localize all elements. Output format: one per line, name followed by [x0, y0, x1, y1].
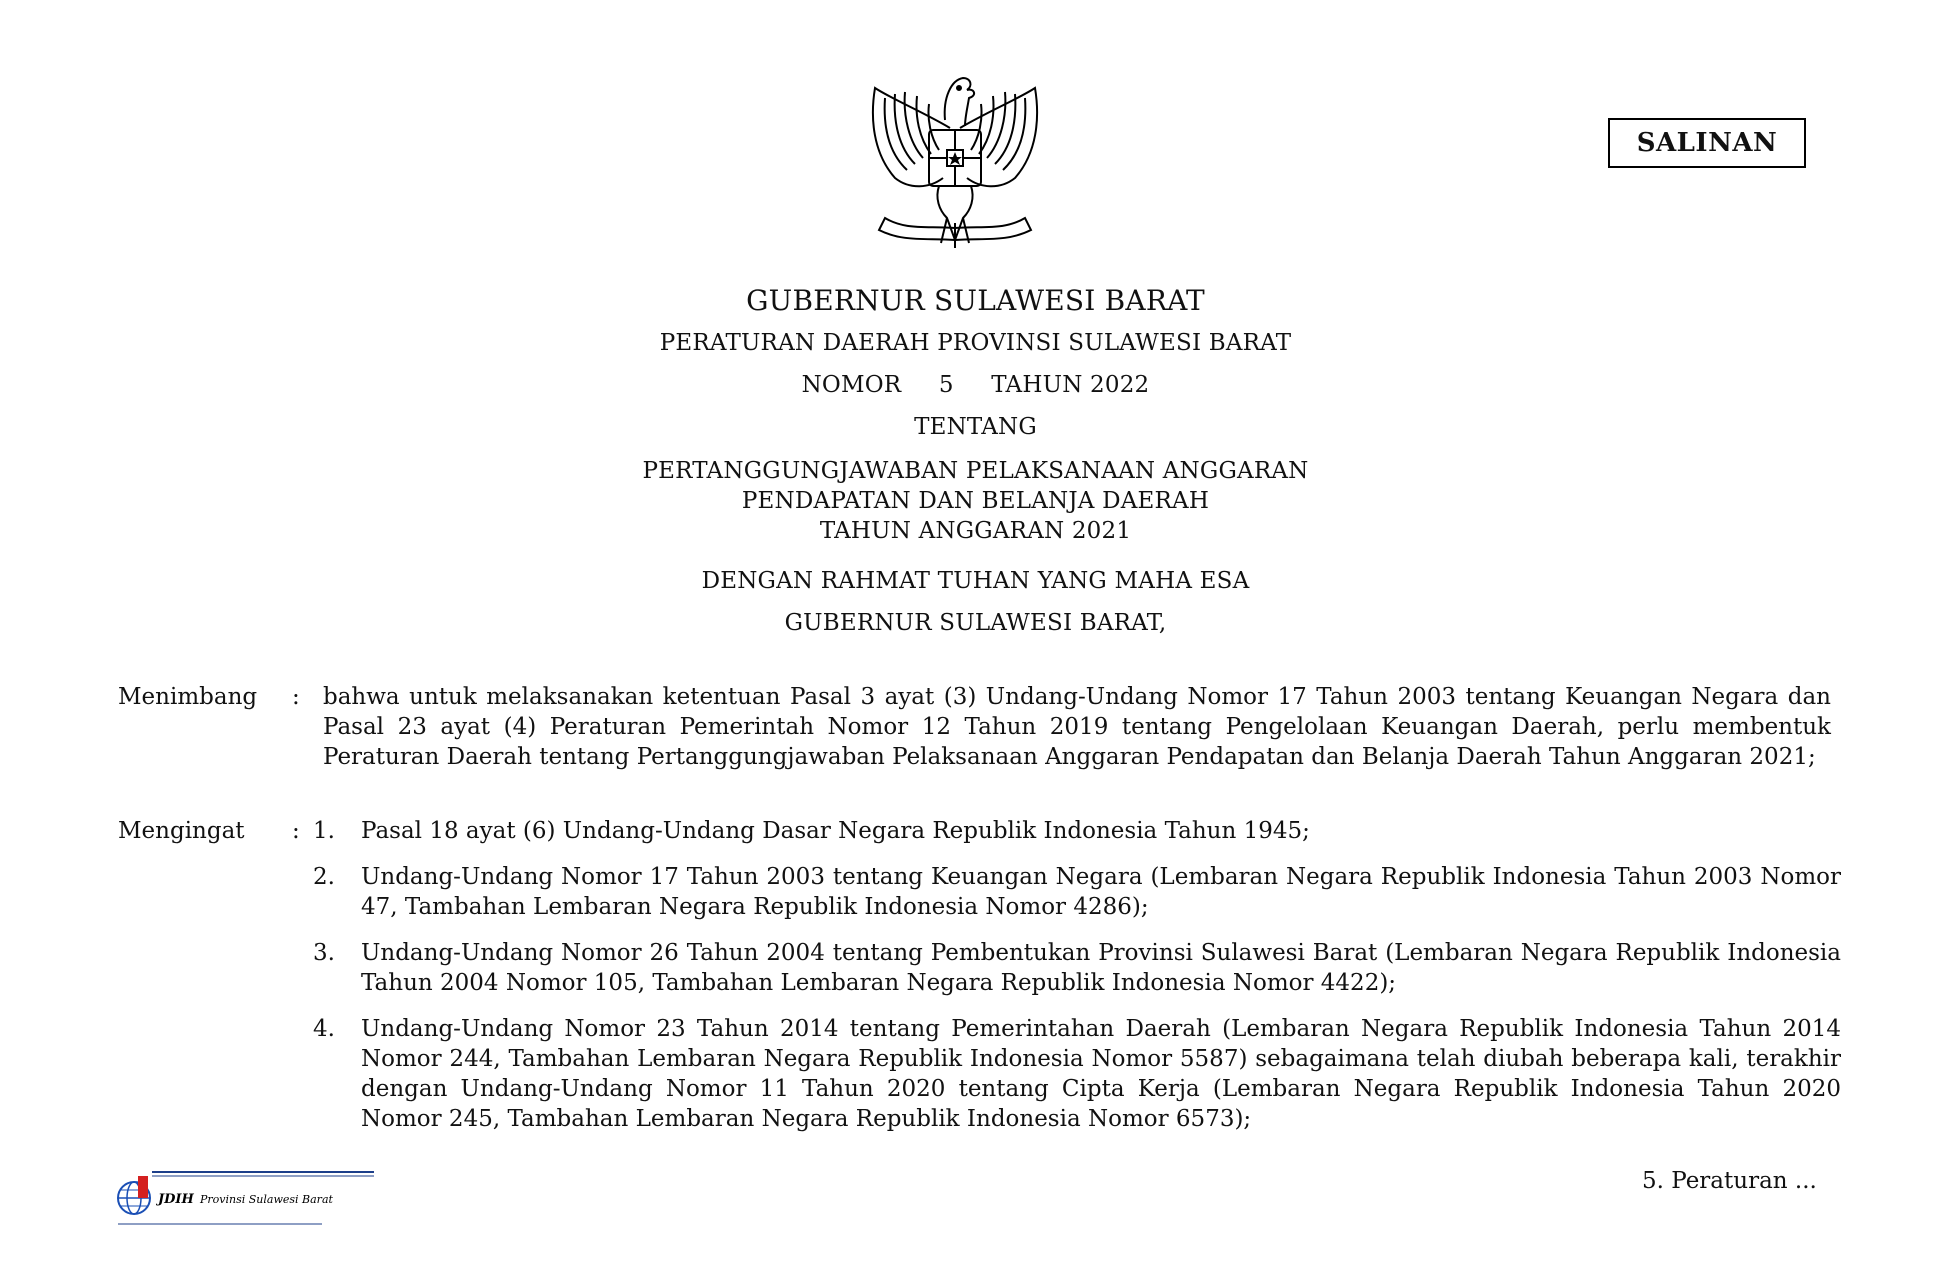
menimbang-label: Menimbang: [118, 684, 258, 710]
mengingat-item-text: Undang-Undang Nomor 23 Tahun 2014 tentang Pemerintahan Daerah (Lembaran Negara Republik Indonesia Tahun 2014 Nomor 244, Tambahan Lembaran Negara Republik Indonesia Nomor 5587) sebagaimana telah diubah beberapa kali, terakhir dengan Undang-Undang Nomor 11 Tahun 2020 tentang Cipta Kerja (Lembaran Negara Republik Indonesia Tahun 2020 Nomor 245, Tambahan Lembaran Negara Republik Indonesia Nomor 6573);: [361, 1016, 1841, 1132]
authority-title: GUBERNUR SULAWESI BARAT: [746, 284, 1205, 317]
menimbang-text: bahwa untuk melaksanakan ketentuan Pasal 3 ayat (3) Undang-Undang Nomor 17 Tahun 2003 tentang Keuangan Negara dan Pasal 23 ayat (4) Peraturan Pemerintah Nomor 12 Tahun 2019 tentang Pengelolaan Keuangan Daerah, perlu membentuk Peraturan Daerah tentang Pertanggungjawaban Pelaksanaan Anggaran Pendapatan dan Belanja Daerah Tahun Anggaran 2021;: [323, 684, 1831, 770]
jdih-logo: [116, 1170, 376, 1226]
subject-line-1: PERTANGGUNGJAWABAN PELAKSANAAN ANGGARAN: [642, 458, 1309, 484]
mengingat-label: Mengingat: [118, 818, 245, 844]
invocation: DENGAN RAHMAT TUHAN YANG MAHA ESA: [701, 568, 1250, 594]
mengingat-item-text: Undang-Undang Nomor 26 Tahun 2004 tentang Pembentukan Provinsi Sulawesi Barat (Lembaran Negara Republik Indonesia Tahun 2004 Nomor 105, Tambahan Lembaran Negara Republik Indonesia Nomor 4422);: [361, 940, 1841, 996]
mengingat-item-number: 4.: [313, 1016, 335, 1042]
salinan-label: SALINAN: [1636, 128, 1778, 158]
jdih-logo-text: JDIH: [158, 1192, 194, 1207]
menimbang-colon: :: [292, 684, 300, 710]
about-heading: TENTANG: [914, 414, 1037, 440]
regulation-type: PERATURAN DAERAH PROVINSI SULAWESI BARAT: [659, 330, 1292, 356]
mengingat-item-text: Pasal 18 ayat (6) Undang-Undang Dasar Negara Republik Indonesia Tahun 1945;: [361, 818, 1310, 844]
salinan-stamp: [1608, 118, 1806, 168]
issuer: GUBERNUR SULAWESI BARAT,: [784, 610, 1167, 636]
garuda-emblem: [855, 58, 1055, 268]
mengingat-item-number: 3.: [313, 940, 335, 966]
mengingat-item-number: 1.: [313, 818, 335, 844]
mengingat-item-number: 2.: [313, 864, 335, 890]
next-page-marker: 5. Peraturan ...: [1642, 1168, 1817, 1194]
mengingat-colon: :: [292, 818, 300, 844]
regulation-number: NOMOR 5 TAHUN 2022: [801, 372, 1150, 398]
mengingat-item-text: Undang-Undang Nomor 17 Tahun 2003 tentang Keuangan Negara (Lembaran Negara Republik Indonesia Tahun 2003 Nomor 47, Tambahan Lembaran Negara Republik Indonesia Nomor 4286);: [361, 864, 1841, 920]
subject-line-2: PENDAPATAN DAN BELANJA DAERAH: [741, 488, 1210, 514]
jdih-logo-subtext: Provinsi Sulawesi Barat: [200, 1193, 333, 1206]
subject-line-3: TAHUN ANGGARAN 2021: [819, 518, 1132, 544]
